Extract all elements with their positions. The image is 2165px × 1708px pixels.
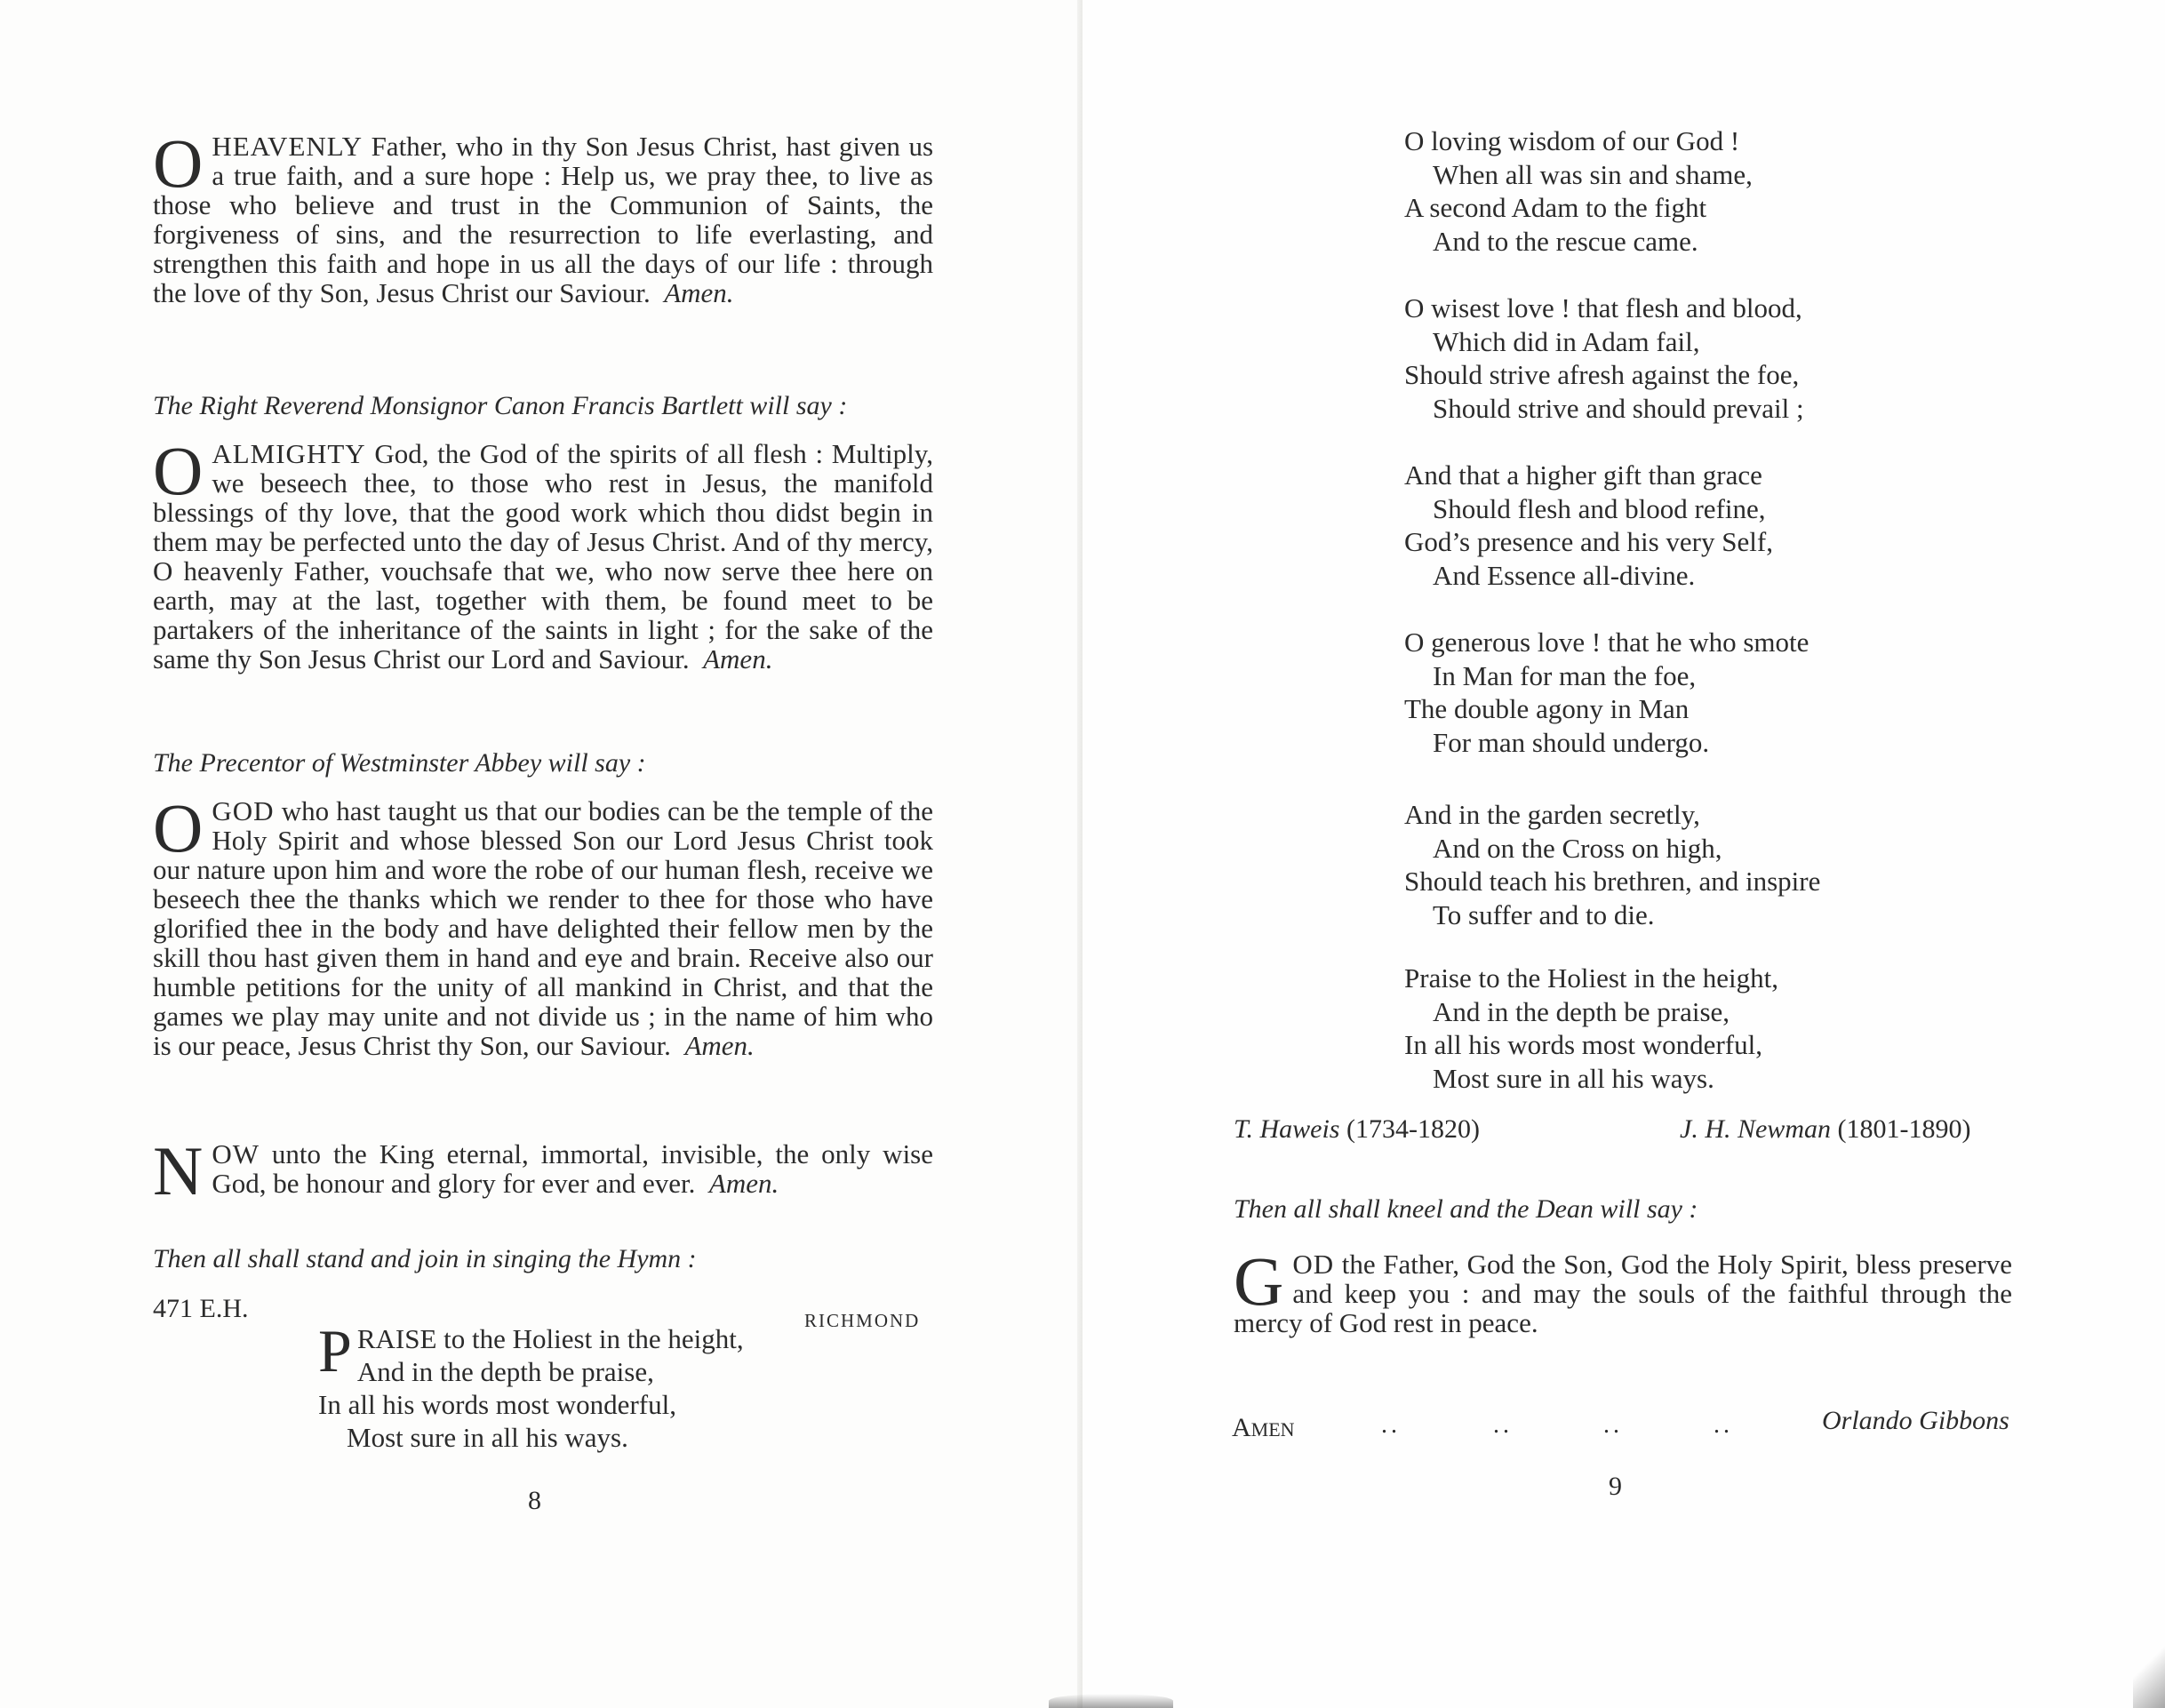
- hymn-number: 471 E.H.: [153, 1294, 249, 1323]
- hymn-line: And in the depth be praise,: [356, 1356, 654, 1387]
- amen-label: [1232, 1413, 1295, 1445]
- hymn-stanza: [1404, 626, 1809, 759]
- hymn-stanza: [1404, 124, 1753, 258]
- prayer-o-god: [153, 789, 933, 1061]
- page-corner-shadow: [2133, 1635, 2165, 1708]
- amen-text: Amen.: [684, 1030, 755, 1061]
- hymn-line: For man should undergo.: [1433, 726, 1710, 758]
- prayer-text: God, the God of the spirits of all flesh : Multiply, we beseech thee, to those who rest in Jesus, the manifold blessings of thy love, that the good work which thou didst begin in them may be perfected unto the day of Jesus Christ. And of thy mercy, O heavenly Father, vouchsafe that we, who now serve thee here on earth, may at the last, together with them, be found meet to be partakers of the inheritance of the saints in light ; for the sake of the same thy Son Jesus Christ our Lord and Saviour.: [153, 438, 933, 674]
- binding-shadow: [1049, 1694, 1173, 1708]
- hymn-line: And on the Cross on high,: [1433, 832, 1722, 864]
- author-name: T. Haweis: [1234, 1114, 1340, 1144]
- drop-cap: O: [153, 789, 204, 866]
- amen-text: Amen.: [664, 277, 734, 308]
- prayer-lead-word: HEAVENLY: [212, 131, 363, 162]
- prayer-now-unto-the-king: [153, 1132, 934, 1209]
- hymn-line: God’s presence and his very Self,: [1404, 526, 1773, 557]
- hymn-first-verse: [318, 1317, 816, 1454]
- amen-rest: MEN: [1250, 1418, 1295, 1441]
- page-left: [0, 0, 1082, 1708]
- hymn-line: Should strive and should prevail ;: [1433, 392, 1804, 424]
- leader-dots: ..: [1493, 1411, 1513, 1439]
- hymn-line: O wisest love ! that flesh and blood,: [1404, 292, 1802, 323]
- rubric-monsignor: The Right Reverend Monsignor Canon Francis Bartlett will say :: [153, 391, 848, 420]
- drop-cap: O: [153, 432, 204, 509]
- hymn-author-right: [1680, 1114, 1970, 1145]
- hymn-line: O generous love ! that he who smote: [1404, 627, 1809, 658]
- hymn-line: O loving wisdom of our God !: [1404, 125, 1740, 156]
- hymn-line: And to the rescue came.: [1433, 225, 1698, 257]
- prayer-text: unto the King eternal, immortal, invisible, the only wise God, be honour and glory for ever and ever.: [212, 1138, 934, 1199]
- prayer-lead-word: OD: [1292, 1249, 1335, 1280]
- hymn-line: In all his words most wonderful,: [1404, 1029, 1762, 1060]
- author-dates: (1734-1820): [1346, 1114, 1480, 1144]
- hymn-tune-name: RICHMOND: [804, 1310, 921, 1331]
- leader-dots: ..: [1603, 1411, 1623, 1439]
- hymn-stanza: [1404, 798, 1820, 931]
- page-right: [1082, 0, 2165, 1708]
- hymn-line: Should strive afresh against the foe,: [1404, 359, 1800, 390]
- drop-cap: G: [1234, 1242, 1284, 1320]
- rubric-hymn: Then all shall stand and join in singing the Hymn :: [153, 1244, 697, 1273]
- hymn-line: And in the garden secretly,: [1404, 799, 1700, 830]
- prayer-lead-word: OW: [212, 1138, 260, 1169]
- amen-text: Amen.: [703, 643, 773, 674]
- leader-dots: ..: [1714, 1411, 1733, 1439]
- prayer-heavenly-father: [153, 124, 934, 308]
- hymn-line: Which did in Adam fail,: [1433, 325, 1700, 357]
- author-name: J. H. Newman: [1680, 1114, 1831, 1144]
- drop-cap: O: [153, 124, 204, 202]
- hymn-line: Most sure in all his ways.: [1433, 1062, 1714, 1094]
- prayer-almighty-god: [153, 432, 933, 674]
- prayer-lead-word: GOD: [212, 795, 275, 826]
- prayer-text: the Father, God the Son, God the Holy Spirit, bless preserve and keep you : and may the souls of the faithful through the mercy of God rest in peace.: [1234, 1249, 2012, 1338]
- drop-cap: P: [318, 1317, 352, 1385]
- hymn-line: RAISE to the Holiest in the height,: [356, 1323, 744, 1354]
- page-number: 8: [528, 1486, 541, 1515]
- amen-text: Amen.: [708, 1168, 779, 1199]
- amen-initial: A: [1232, 1413, 1251, 1442]
- prayer-lead-word: ALMIGHTY: [212, 438, 366, 469]
- author-dates: (1801-1890): [1837, 1114, 1971, 1144]
- hymn-line: Should teach his brethren, and inspire: [1404, 866, 1821, 897]
- hymn-line: And in the depth be praise,: [1433, 995, 1730, 1027]
- hymn-line: When all was sin and shame,: [1433, 158, 1753, 190]
- hymn-line: And Essence all-divine.: [1433, 559, 1696, 591]
- hymn-line: Should flesh and blood refine,: [1433, 492, 1766, 524]
- page-number: 9: [1609, 1472, 1622, 1501]
- hymn-line: To suffer and to die.: [1433, 898, 1655, 930]
- hymn-line: And that a higher gift than grace: [1404, 459, 1762, 491]
- prayer-text: Father, who in thy Son Jesus Christ, hast given us a true faith, and a sure hope : Help us, we pray thee, to live as those who believe and trust in the Communion of Saints, the forgiveness of sins, and the resurrection to life everlasting, and strengthen this faith and hope in us all the days of our life : through the love of thy Son, Jesus Christ our Saviour.: [153, 131, 934, 308]
- hymn-line: A second Adam to the fight: [1404, 192, 1707, 223]
- drop-cap: N: [153, 1132, 204, 1209]
- hymn-stanza: [1404, 962, 1778, 1095]
- hymn-line: Praise to the Holiest in the height,: [1404, 962, 1779, 994]
- hymn-line: The double agony in Man: [1404, 693, 1690, 724]
- hymn-stanza: [1404, 291, 1804, 425]
- prayer-text: who hast taught us that our bodies can be the temple of the Holy Spirit and whose blessed Son our Lord Jesus Christ took our nature upon him and wore the robe of our human flesh, receive we beseech thee the thanks which we render to thee for those who have glorified thee in the body and have delighted their fellow men by the skill thou hast given them in hand and eye and brain. Receive also our humble petitions for the unity of all mankind in Christ, and that the games we play may unite and not divide us ; in the name of him who is our peace, Jesus Christ thy Son, our Saviour.: [153, 795, 933, 1061]
- hymn-line: Most sure in all his ways.: [347, 1422, 628, 1453]
- hymn-line: In Man for man the foe,: [1433, 659, 1697, 691]
- rubric-dean: Then all shall kneel and the Dean will say :: [1234, 1194, 1698, 1224]
- hymn-line: In all his words most wonderful,: [318, 1389, 676, 1420]
- leader-dots: ..: [1381, 1411, 1401, 1439]
- composer-name: Orlando Gibbons: [1822, 1406, 2009, 1435]
- hymn-stanza: [1404, 459, 1773, 592]
- rubric-precentor: The Precentor of Westminster Abbey will say :: [153, 748, 646, 778]
- blessing-prayer: [1234, 1242, 2012, 1338]
- hymn-author-left: [1234, 1114, 1480, 1145]
